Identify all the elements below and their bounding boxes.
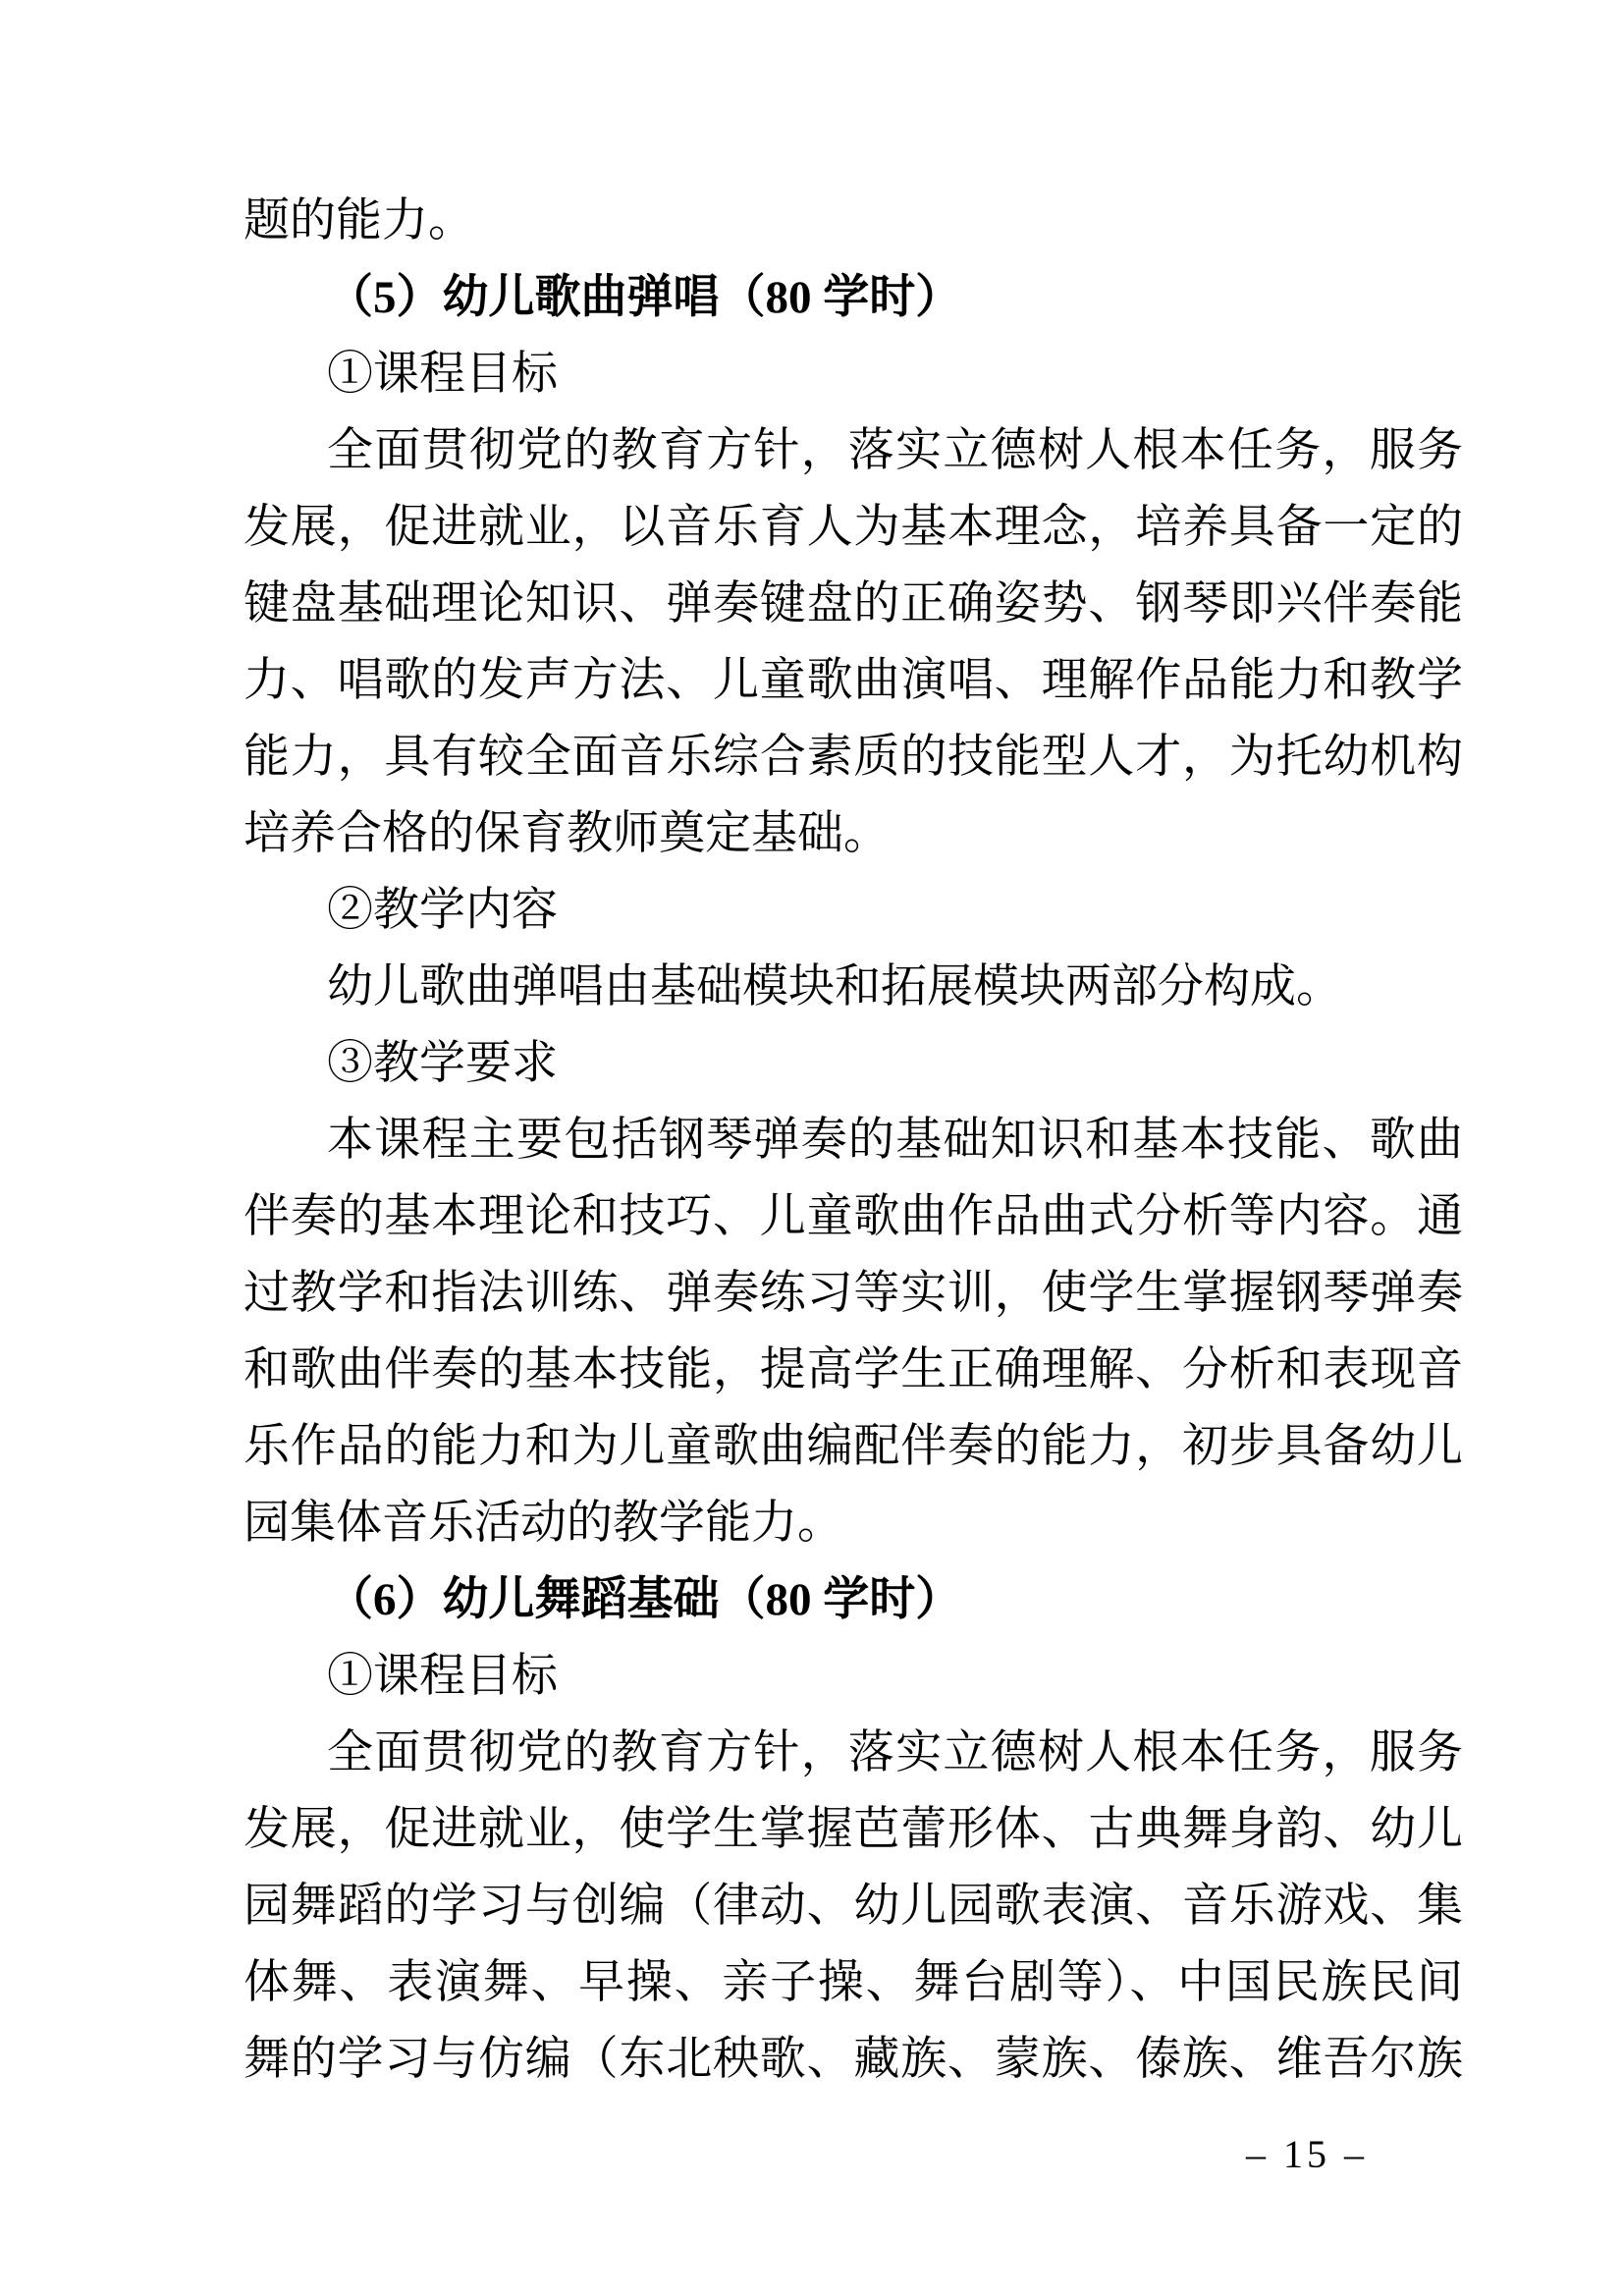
- text-line: 体舞、表演舞、早操、亲子操、舞台剧等）、中国民族民间: [243, 1957, 1463, 2008]
- text-line: 乐作品的能力和为儿童歌曲编配伴奏的能力，初步具备幼儿: [243, 1421, 1463, 1472]
- text-line: 伴奏的基本理论和技巧、儿童歌曲作品曲式分析等内容。通: [243, 1191, 1463, 1242]
- text-line: 发展，促进就业，使学生掌握芭蕾形体、古典舞身韵、幼儿: [243, 1804, 1463, 1855]
- text-line: 舞的学习与仿编（东北秧歌、藏族、蒙族、傣族、维吾尔族: [243, 2034, 1463, 2085]
- text-line: ①课程目标: [327, 349, 558, 400]
- text-line: ②教学内容: [327, 885, 558, 936]
- text-line: 和歌曲伴奏的基本技能，提高学生正确理解、分析和表现音: [243, 1344, 1463, 1395]
- text-line: 全面贯彻党的教育方针，落实立德树人根本任务，服务: [327, 425, 1463, 476]
- text-line: ①课程目标: [327, 1651, 558, 1702]
- text-line: 题的能力。: [243, 195, 474, 246]
- text-line: 力、唱歌的发声方法、儿童歌曲演唱、理解作品能力和教学: [243, 655, 1463, 706]
- section-heading: （5）幼儿歌曲弹唱（80 学时）: [327, 272, 962, 323]
- text-line: 幼儿歌曲弹唱由基础模块和拓展模块两部分构成。: [327, 961, 1342, 1012]
- page-number: – 15 –: [1246, 2132, 1368, 2176]
- section-heading: （6）幼儿舞蹈基础（80 学时）: [327, 1574, 962, 1625]
- text-line: 全面贯彻党的教育方针，落实立德树人根本任务，服务: [327, 1727, 1463, 1778]
- text-line: ③教学要求: [327, 1038, 558, 1089]
- text-line: 园集体音乐活动的教学能力。: [243, 1498, 843, 1549]
- text-line: 能力，具有较全面音乐综合素质的技能型人才，为托幼机构: [243, 732, 1463, 783]
- text-line: 培养合格的保育教师奠定基础。: [243, 808, 890, 859]
- text-line: 发展，促进就业，以音乐育人为基本理念，培养具备一定的: [243, 502, 1463, 553]
- text-line: 本课程主要包括钢琴弹奏的基础知识和基本技能、歌曲: [327, 1115, 1463, 1166]
- document-body: [243, 183, 1463, 2098]
- text-line: 键盘基础理论知识、弹奏键盘的正确姿势、钢琴即兴伴奏能: [243, 578, 1463, 629]
- text-line: 过教学和指法训练、弹奏练习等实训，使学生掌握钢琴弹奏: [243, 1268, 1463, 1319]
- text-line: 园舞蹈的学习与创编（律动、幼儿园歌表演、音乐游戏、集: [243, 1881, 1463, 1932]
